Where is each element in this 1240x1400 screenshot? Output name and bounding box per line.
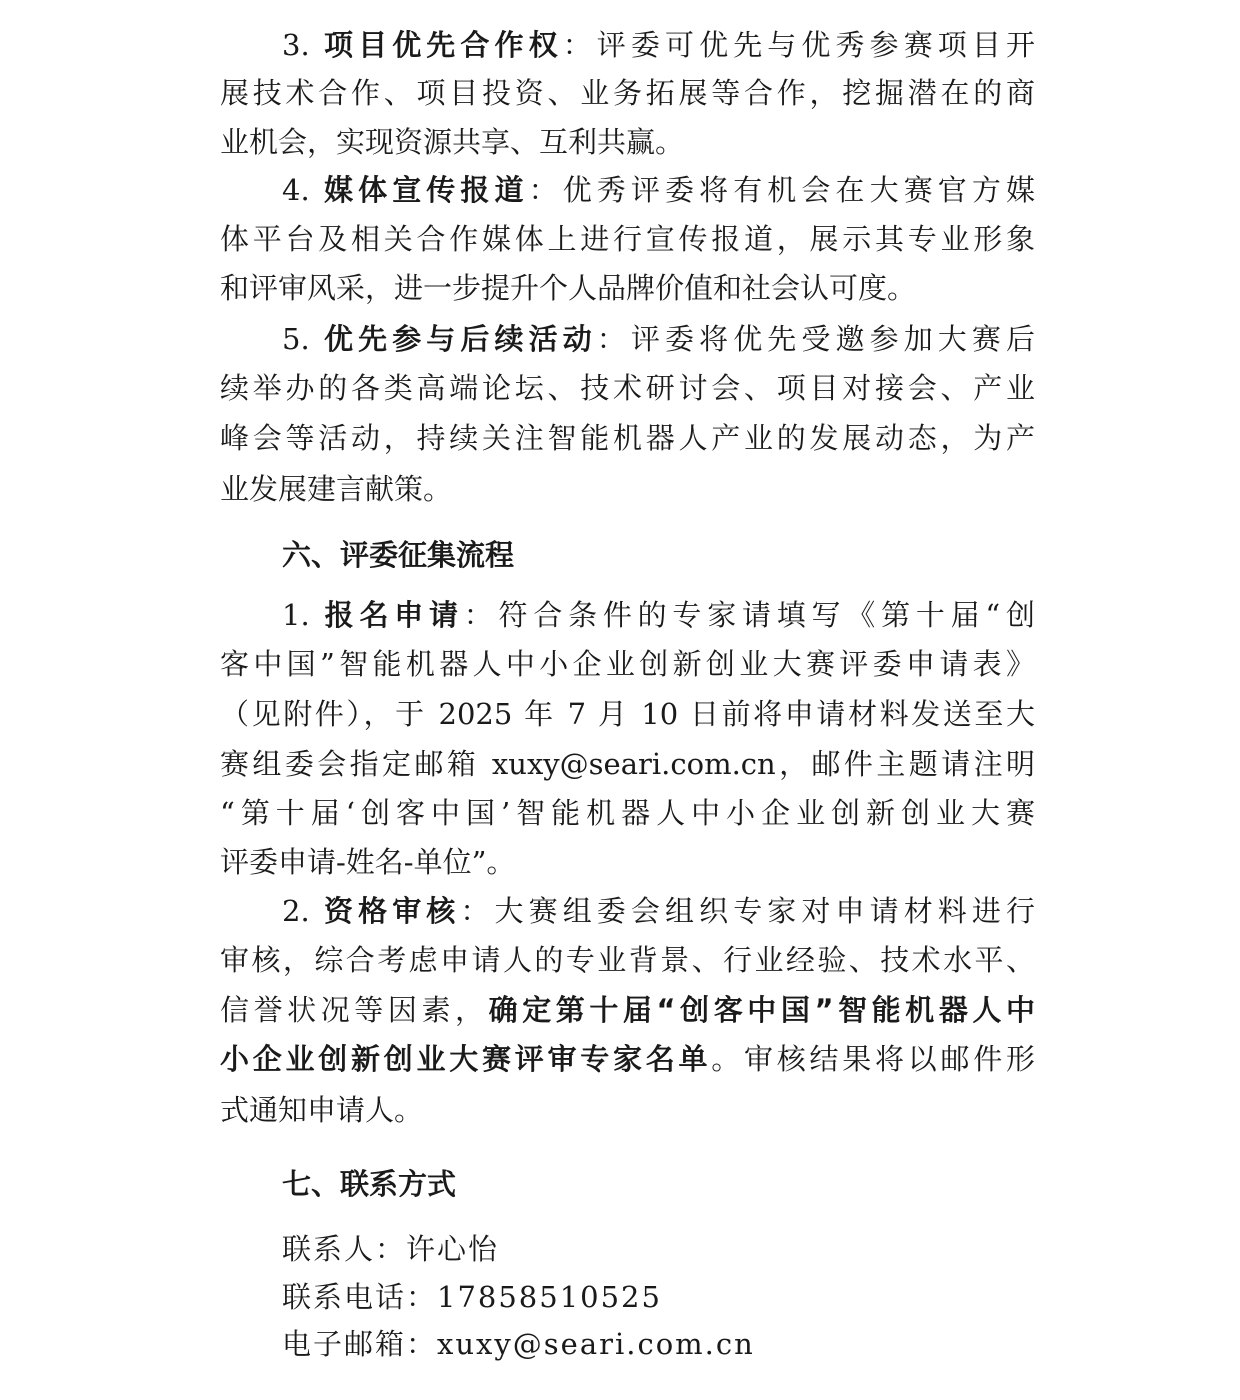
text-segment: ：评委将优先受邀参加大赛后 <box>596 322 1035 356</box>
bold-term: 小企业创新创业大赛评审专家名单 <box>220 1042 712 1076</box>
text-segment: 式通知申请人。 <box>220 1093 424 1127</box>
text-segment: 峰会等活动，持续关注智能机器人产业的发展动态，为产 <box>220 421 1035 455</box>
text-segment: 体平台及相关合作媒体上进行宣传报道，展示其专业形象 <box>220 222 1035 256</box>
paragraph-line <box>220 270 1035 306</box>
paragraph-line <box>220 696 1035 732</box>
text-segment: 展技术合作、项目投资、业务拓展等合作，挖掘潜在的商 <box>220 76 1035 110</box>
paragraph-line <box>220 370 1035 406</box>
text-segment: 5. <box>282 322 324 356</box>
bold-term: 确定第十届“创客中国”智能机器人中 <box>488 993 1035 1027</box>
bold-term: 资格审核 <box>324 894 461 928</box>
text-segment: ：大赛组委会组织专家对申请材料进行 <box>460 894 1035 928</box>
text-segment: 2. <box>282 894 324 928</box>
text-segment: 续举办的各类高端论坛、技术研讨会、项目对接会、产业 <box>220 371 1035 405</box>
text-segment: 审核，综合考虑申请人的专业背景、行业经验、技术水平、 <box>220 943 1035 977</box>
bold-term: 优先参与后续活动 <box>324 322 597 356</box>
bold-term: 项目优先合作权 <box>324 28 563 62</box>
paragraph-line <box>220 844 1035 880</box>
text-segment: 4. <box>282 173 324 207</box>
paragraph-line <box>220 992 1035 1028</box>
text-segment: 赛组委会指定邮箱 xuxy@seari.com.cn，邮件主题请注明 <box>220 747 1035 781</box>
paragraph-line <box>282 597 1035 633</box>
paragraph-line <box>220 646 1035 682</box>
paragraph-line <box>220 420 1035 456</box>
text-segment: （见附件），于 2025 年 7 月 10 日前将申请材料发送至大 <box>220 697 1035 731</box>
text-segment: “第十届‘创客中国’智能机器人中小企业创新创业大赛 <box>220 796 1035 830</box>
paragraph-line <box>282 893 1035 929</box>
text-segment: ：优秀评委将有机会在大赛官方媒 <box>528 173 1035 207</box>
paragraph-line <box>220 795 1035 831</box>
text-segment: 业机会，实现资源共享、互利共赢。 <box>220 125 685 159</box>
paragraph-line <box>220 746 1035 782</box>
text-segment: 信誉状况等因素， <box>220 993 489 1027</box>
paragraph-line <box>220 124 1035 160</box>
text-segment: ：符合条件的专家请填写《第十届“创 <box>463 598 1036 632</box>
text-segment: ：评委可优先与优秀参赛项目开 <box>562 28 1035 62</box>
paragraph-line <box>220 75 1035 111</box>
paragraph-line <box>282 172 1035 208</box>
text-segment: 1. <box>282 598 325 632</box>
contact-line: 联系人：许心怡 <box>282 1232 500 1266</box>
paragraph-line <box>220 1092 1035 1128</box>
section-heading: 六、评委征集流程 <box>282 538 515 572</box>
paragraph-line <box>282 321 1035 357</box>
paragraph-line <box>282 27 1035 63</box>
text-segment: 评委申请-姓名-单位”。 <box>220 845 516 879</box>
text-segment: 和评审风采，进一步提升个人品牌价值和社会认可度。 <box>220 271 917 305</box>
text-segment: 业发展建言献策。 <box>220 472 453 506</box>
paragraph-line <box>220 1041 1035 1077</box>
text-segment: 3. <box>282 28 324 62</box>
section-heading: 七、联系方式 <box>282 1167 457 1201</box>
paragraph-line <box>220 221 1035 257</box>
text-segment: 客中国”智能机器人中小企业创新创业大赛评委申请表》 <box>220 647 1035 681</box>
bold-term: 报名申请 <box>324 598 464 632</box>
text-segment: 。审核结果将以邮件形 <box>711 1042 1035 1076</box>
paragraph-line <box>220 942 1035 978</box>
contact-line: 电子邮箱：xuxy@seari.com.cn <box>282 1327 755 1361</box>
bold-term: 媒体宣传报道 <box>324 173 529 207</box>
paragraph-line <box>220 471 1035 507</box>
contact-line: 联系电话：17858510525 <box>282 1280 662 1314</box>
